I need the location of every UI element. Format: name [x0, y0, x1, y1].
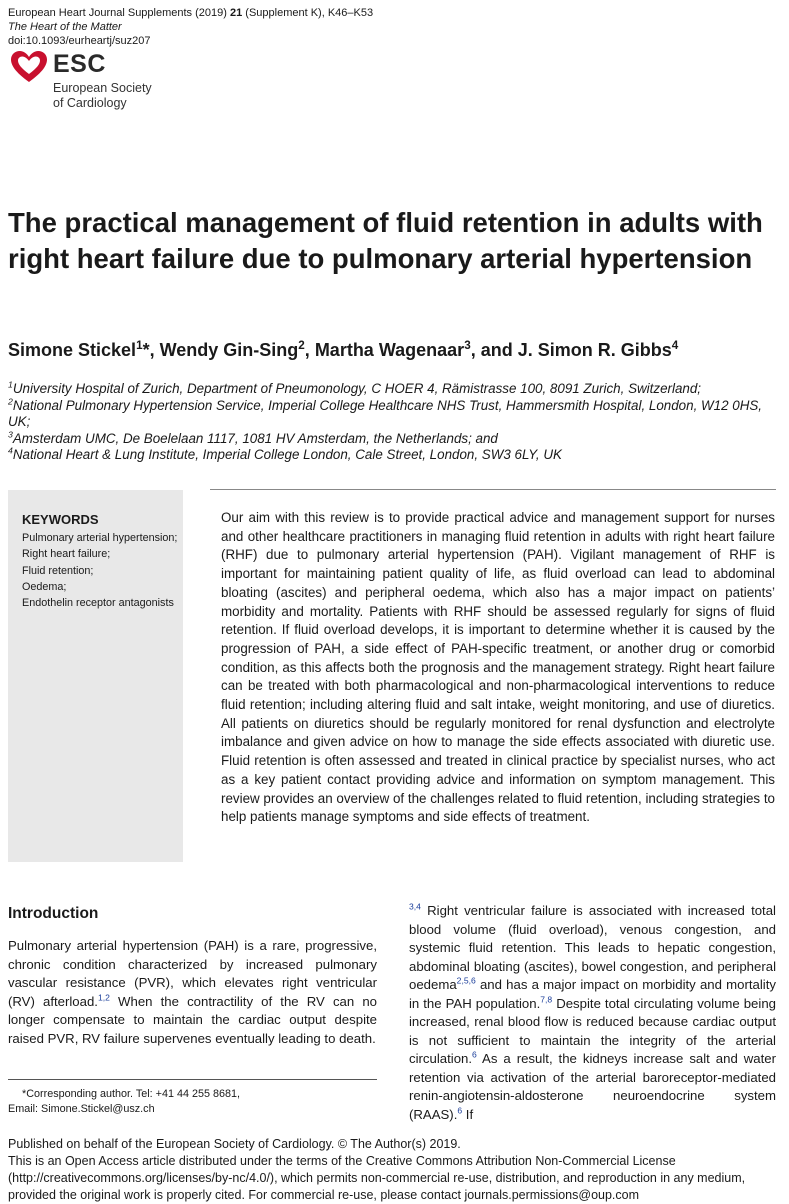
body-column-left: Pulmonary arterial hypertension (PAH) is a rare, progressive, chronic condition characterized by increased pulmonary vascular resistance (PVR), which elevates right ventricular (RV) afterload.$^{1,2}$ When the contractility of the RV can no longer compensate to maintain the cardiac output despite raised PVR, RV failure supervenes eventually leading to death.	[8, 938, 377, 1046]
citation-link[interactable]: 2,5,6	[456, 975, 476, 986]
footnote-rule	[8, 1079, 377, 1080]
author: Martha Wagenaar$^3$	[314, 339, 471, 360]
license-notice: Published on behalf of the European Society of Cardiology. © The Author(s) 2019. This is an Open Access article distributed under the terms of the Creative Commons Attribution Non-Commercial License (http://creativecommons.org/licenses/by-nc/4.0/), which permits non-commercial re-use, distribution, and reproduction in any medium, provided the original work is properly cited. For commercial re-use, please contact journals.permissions@oup.com	[8, 1137, 746, 1202]
citation-link[interactable]: 7,8	[540, 994, 553, 1005]
doi: doi:10.1093/eurheartj/suz207	[8, 35, 151, 47]
author: Simone Stickel$^1$*	[8, 339, 150, 360]
introduction-heading: Introduction	[8, 905, 99, 922]
citation-link[interactable]: 6	[457, 1105, 463, 1116]
keyword: Endothelin receptor antagonists	[22, 597, 174, 610]
journal-header	[8, 6, 373, 48]
keyword: Right heart failure;	[22, 548, 111, 561]
author: J. Simon R. Gibbs$^4$	[517, 339, 679, 360]
affiliation: $^3$Amsterdam UMC, De Boelelaan 1117, 1081 HV Amsterdam, the Netherlands; and	[8, 429, 498, 446]
keywords-list	[22, 530, 180, 611]
keywords-heading: KEYWORDS	[22, 512, 99, 527]
corresponding-author-footnote: *Corresponding author. Tel: +41 44 255 8681, Email: Simone.Stickel@usz.ch	[8, 1087, 377, 1116]
affiliation: $^4$National Heart & Lung Institute, Imperial College London, Cale Street, London, SW3 6LY, UK	[8, 445, 562, 463]
logo-society-name: European Society of Cardiology	[53, 81, 152, 110]
article-title: The practical management of fluid retention in adults with right heart failure due to pulmonary arterial hypertension	[8, 207, 763, 274]
body-column-right: $^{3,4}$ Right ventricular failure is associated with increased total blood volume (fluid overload), venous congestion, and systemic fluid retention. This leads to hepatic congestion, abdominal bloating (ascites), bowel congestion, and peripheral oedema$^{2,5,6}$ and has a major impact on morbidity and mortality in the PAH population.$^{7,8}$ Despite total circulating volume being increased, renal blood flow is reduced because cardiac output is not sufficient to maintain the integrity of the arterial circulation.$^6$ As a result, the kidneys increase salt and water retention via activation of the arterial baroreceptor-mediated renin-angiotensin-aldosterone neuroendocrine system (RAAS).$^6$ If	[409, 901, 776, 1122]
esc-logo	[10, 50, 170, 112]
citation-link[interactable]: 6	[472, 1049, 477, 1060]
logo-abbr: ESC	[53, 50, 106, 78]
affiliation: $^2$National Pulmonary Hypertension Service, Imperial College Healthcare NHS Trust, Hammersmith Hospital, London, W12 0HS, UK;	[8, 396, 763, 430]
heart-logo-icon	[10, 50, 48, 84]
citation-link[interactable]: 1,2	[97, 992, 110, 1003]
supplement-title: The Heart of the Matter	[8, 21, 122, 33]
citation-link[interactable]: 3,4	[409, 901, 421, 912]
author-list: Simone Stickel$^1$*, Wendy Gin-Sing$^2$, Martha Wagenaar$^3$, and J. Simon R. Gibbs$^4$	[8, 339, 679, 360]
abstract: Our aim with this review is to provide practical advice and management support for nurses and other healthcare practitioners in managing fluid retention in adults with right heart failure (RHF) due to pulmonary arterial hypertension (PAH). Vigilant management of RHF is important for maintaining patient quality of life, as fluid overload can lead to abdominal bloating (ascites) and peripheral oedema, which also has a major impact on patients’ morbidity and mortality. Patients with RHF should be assessed regularly for signs of fluid retention. If fluid overload develops, it is important to determine whether it is caused by the progression of PAH, a side effect of PAH-specific treatment, or another drug or comorbid condition, as this affects both the prognosis and the management strategy. Right heart failure can be treated with both pharmacological and non-pharmacological interventions to reduce fluid retention; including altering fluid and salt intake, weight monitoring, and use of diuretics. All patients on diuretics should be regularly monitored for renal dysfunction and electrolyte imbalance and given advice on how to manage the side effects associated with diuretic use. Fluid retention is often assessed and treated in clinical practice by specialist nurses, who act as a key patient contact providing advice and information on symptom management. This review provides an overview of the challenges related to fluid retention, including strategies to help patients manage symptoms and side effects of treatment.	[221, 510, 775, 825]
keyword: Oedema;	[22, 580, 67, 593]
affiliations	[8, 381, 783, 464]
author-email[interactable]: Email: Simone.Stickel@usz.ch	[8, 1102, 155, 1115]
keyword: Fluid retention;	[22, 564, 94, 577]
keyword: Pulmonary arterial hypertension;	[22, 532, 178, 544]
author: Wendy Gin-Sing$^2$	[159, 339, 305, 360]
journal-citation: European Heart Journal Supplements (2019) 21 (Supplement K), K46–K53	[8, 7, 374, 19]
abstract-divider	[210, 489, 776, 490]
affiliation: $^1$University Hospital of Zurich, Department of Pneumonology, C HOER 4, Rämistrasse 100, 8091 Zurich, Switzerland;	[8, 379, 702, 396]
